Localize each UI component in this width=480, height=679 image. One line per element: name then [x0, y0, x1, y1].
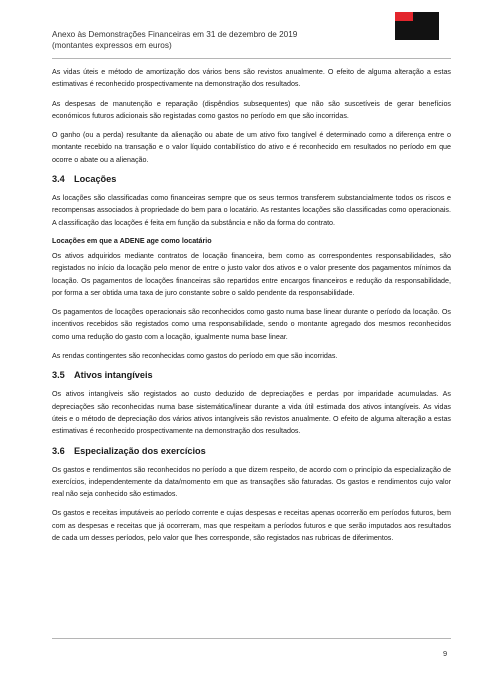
section-heading-ativos-intangiveis	[52, 369, 451, 382]
paragraph: Os ativos adquiridos mediante contratos de locação financeira, bem como as correspondentes responsabilidades, são registados no início da locação pelo menor de entre o justo valor dos ativos e o valor presente dos pagamentos mínimos da locação. Os pagamentos de locações financeiras são repartidos entre encargos financeiros e redução da responsabilidade, por forma a ser obtida uma taxa de juro constante sobre o saldo pendente da responsabilidade.	[52, 251, 451, 297]
section-number: 3.5	[52, 370, 65, 381]
footer-divider	[52, 638, 451, 639]
subsection-heading: Locações em que a ADENE age como locatário	[52, 236, 212, 245]
document-header	[52, 30, 442, 51]
header-divider	[52, 58, 451, 59]
paragraph: As rendas contingentes são reconhecidas como gastos do período em que são incorridas.	[52, 352, 338, 361]
paragraph: Os gastos e receitas imputáveis ao período corrente e cujas despesas e receitas apenas ocorrerão em períodos futuros, bem com as despesas e receitas que já ocorreram, mas que respeitam a períodos futuros e que serão imputados aos resultados de cada um desses períodos, pelo valor que lhes corresponde, são registados nas rubricas de diferimentos.	[52, 509, 451, 543]
section-title: Especialização dos exercícios	[74, 445, 206, 456]
section-number: 3.6	[52, 445, 65, 456]
section-title: Locações	[74, 174, 117, 185]
paragraph: As locações são classificadas como financeiras sempre que os seus termos transferem substancialmente todos os riscos e recompensas associados à propriedade do bem para o locatário. As restantes locações são classificadas como operacionais. A classificação das locações é feita em função da substância e não da forma do contrato.	[52, 194, 451, 227]
page-body	[52, 66, 451, 551]
paragraph: O ganho (ou a perda) resultante da alienação ou abate de um ativo fixo tangível é determinado como a diferença entre o montante recebido na transação e o valor líquido contabilístico do ativo e é reconhecido em resultados no período em que ocorre o abate ou a alienação.	[52, 131, 451, 164]
page-number: 9	[443, 649, 448, 658]
section-number: 3.4	[52, 174, 65, 185]
section-heading-especializacao	[52, 445, 451, 458]
paragraph: Os ativos intangíveis são registados ao custo deduzido de depreciações e perdas por imparidade acumuladas. As depreciações são reconhecidas numa base sistemática/linear durante a vida útil estimada dos ativos intangíveis. As vidas úteis e o método de depreciação dos vários ativos intangíveis são revistos anualmente. O efeito de alguma alteração a estas estimativas é reconhecido prospectivamente na demonstração dos resultados.	[52, 390, 451, 436]
header-title: Anexo às Demonstrações Financeiras em 31 de dezembro de 2019	[52, 30, 298, 39]
company-logo	[395, 12, 439, 40]
paragraph: As vidas úteis e método de amortização dos vários bens são revistos anualmente. O efeito de alguma alteração a estas estimativas é reconhecido prospectivamente na demonstração dos resultados.	[52, 68, 451, 89]
paragraph: Os gastos e rendimentos são reconhecidos no período a que dizem respeito, de acordo com o princípio da especialização de exercícios, independentemente da data/momento em que as transações são faturadas. Os gastos e rendimentos cujo valor real não seja conhecido são estimados.	[52, 465, 451, 499]
paragraph: As despesas de manutenção e reparação (dispêndios subsequentes) que não são suscetíveis de gerar benefícios económicos futuros adicionais são registadas como gastos no período em que são incorridas.	[52, 99, 451, 120]
section-title: Ativos intangíveis	[74, 370, 153, 381]
logo-accent-shape	[395, 12, 413, 21]
paragraph: Os pagamentos de locações operacionais são reconhecidos como gasto numa base linear durante o período da locação. Os incentivos recebidos são registados como uma responsabilidade, sendo o montante agregado dos mesmos reconhecidos como uma redução do gasto com a locação, igualmente numa base linear.	[52, 308, 451, 341]
header-subtitle: (montantes expressos em euros)	[52, 40, 172, 50]
section-heading-locacoes	[52, 173, 451, 186]
